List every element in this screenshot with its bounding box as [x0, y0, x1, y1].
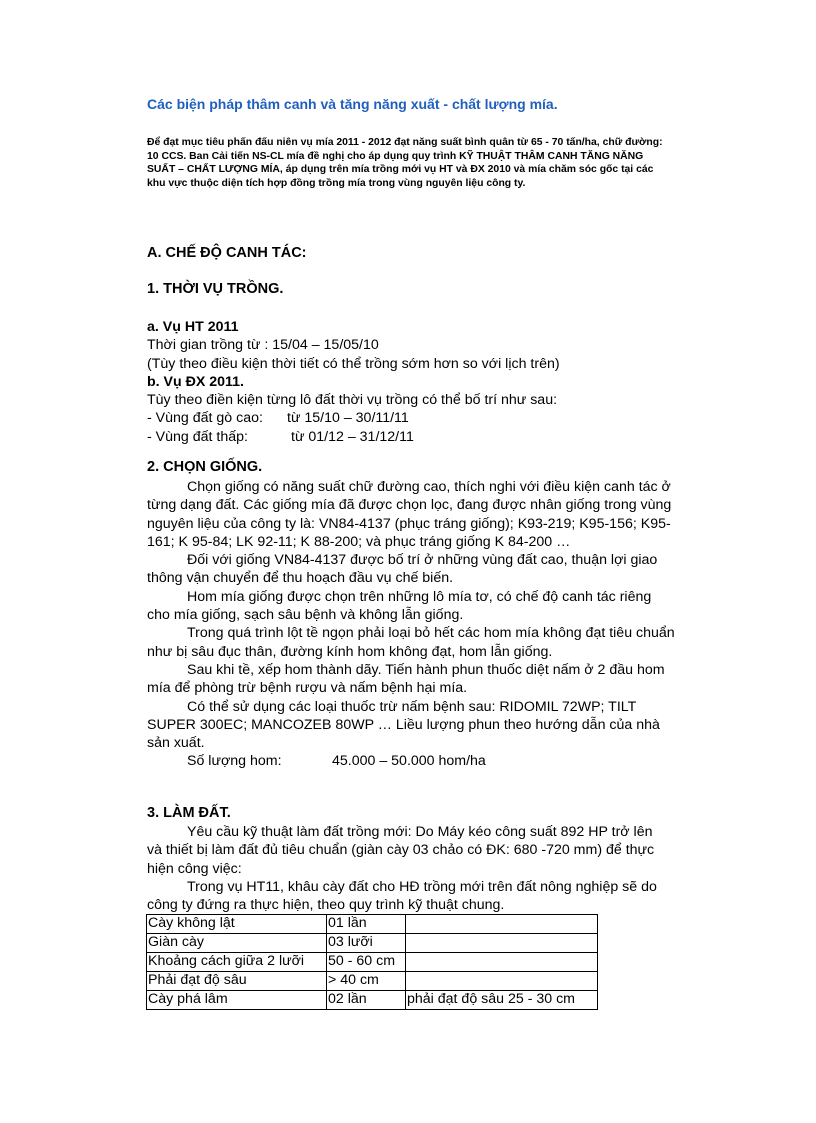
table-cell [406, 934, 598, 953]
section-2-paragraph: Trong quá trình lột tề ngọn phải loại bỏ hết các hom mía không đạt tiêu chuẩn như bị sâu đục thân, đường kính hom không đạt, hom lẫn giống. [147, 625, 675, 660]
section-1-body [147, 318, 677, 446]
table-cell [406, 972, 598, 991]
section-2-paragraph: Sau khi tề, xếp hom thành dãy. Tiến hành phun thuốc diệt nấm ở 2 đầu hom mía để phòng trừ bệnh rượu và nấm bệnh hại mía. [147, 661, 665, 697]
table-cell: > 40 cm [327, 972, 406, 991]
seed-quantity-value: 45.000 – 50.000 hom/ha [332, 753, 486, 770]
section-3-heading: 3. LÀM ĐẤT. [147, 805, 231, 821]
table-row [147, 991, 598, 1010]
table-cell [406, 915, 598, 934]
section-2-paragraph: Có thể sử dụng các loại thuốc trừ nấm bệnh sau: RIDOMIL 72WP; TILT SUPER 300EC; MANCOZEB 80WP … Liều lượng phun theo hướng dẫn của nhà sản xuất. [147, 698, 660, 752]
table-row [147, 953, 598, 972]
crop-season-ht-note: (Tùy theo điều kiện thời tiết có thể trồng sớm hơn so với lịch trên) [147, 355, 560, 372]
table-row [147, 934, 598, 953]
item-value: từ 01/12 – 31/12/11 [291, 428, 414, 445]
intro-paragraph: Để đạt mục tiêu phấn đấu niên vụ mía 2011 - 2012 đạt năng suất bình quân từ 65 - 70 tấn/ha, chữ đường: 10 CCS. Ban Cải tiến NS-CL mía đề nghị cho áp dụng quy trình KỸ THUẬT THÂM CANH TĂNG NĂNG SUẤT – CHẤT LƯỢNG MÍA, áp dụng trên mía trồng mới vụ HT và ĐX 2010 và mía chăm sóc gốc tại các khu vực thuộc diện tích hợp đồng trồng mía trong vùng nguyên liệu công ty. [147, 137, 663, 189]
section-2-heading: 2. CHỌN GIỐNG. [147, 459, 263, 475]
crop-season-ht-title: a. Vụ HT 2011 [147, 319, 239, 335]
section-a-heading: A. CHẾ ĐỘ CANH TÁC: [147, 245, 307, 261]
table-cell: 03 lưỡi [327, 934, 406, 953]
table-cell: 02 lần [327, 991, 406, 1010]
crop-season-dx-item-low [147, 428, 677, 446]
table-cell [406, 953, 598, 972]
table-cell: Phải đạt độ sâu [147, 972, 327, 991]
table-cell: phải đạt độ sâu 25 - 30 cm [406, 991, 598, 1010]
table-cell: Giàn cày [147, 934, 327, 953]
tillage-table [146, 914, 598, 1010]
table-cell: 50 - 60 cm [327, 953, 406, 972]
section-3-body [147, 823, 667, 914]
section-2-paragraph: Hom mía giống được chọn trên những lô mía tơ, có chế độ canh tác riêng cho mía giống, sạch sâu bệnh và không lẫn giống. [147, 588, 652, 624]
section-2-paragraph: Chọn giống có năng suất chữ đường cao, thích nghi với điều kiện canh tác ở từng dạng đất. Các giống mía đã được chọn lọc, đang được nhân giống trong vùng nguyên liệu của công ty là: VN84-4137 (phục tráng giống); K93-219; K95-156; K95- 161; K 95-84; LK 92-11; K 88-200; và phục tráng giống K 84-200 … [147, 479, 672, 550]
document-title: Các biện pháp thâm canh và tăng năng xuất - chất lượng mía. [147, 96, 558, 112]
item-label: - Vùng đất thấp: [147, 428, 248, 445]
seed-quantity-label: Số lượng hom: [187, 753, 282, 770]
item-label: - Vùng đất gò cao: [147, 410, 263, 427]
section-2-paragraph: Đối với giống VN84-4137 được bố trí ở những vùng đất cao, thuận lợi giao thông vận chuyển để thu hoạch đầu vụ chế biến. [147, 552, 658, 587]
table-row [147, 972, 598, 991]
section-2-body [147, 478, 675, 771]
crop-season-dx-intro: Tùy theo điền kiện từng lô đất thời vụ trồng có thể bố trí như sau: [147, 392, 558, 409]
section-3-paragraph: Yêu cầu kỹ thuật làm đất trồng mới: Do Máy kéo công suất 892 HP trở lên và thiết bị làm đất đủ tiêu chuẩn (giàn cày 03 chảo có ĐK: 680 -720 mm) để thực hiện công việc: [147, 824, 655, 877]
table-cell: Cày phá lâm [147, 991, 327, 1010]
table-row [147, 915, 598, 934]
table-cell: Khoảng cách giữa 2 lưỡi [147, 953, 327, 972]
section-3-paragraph: Trong vụ HT11, khâu cày đất cho HĐ trồng mới trên đất nông nghiệp sẽ do công ty đứng ra thực hiện, theo quy trình kỹ thuật chung. [147, 878, 657, 914]
table-cell: 01 lần [327, 915, 406, 934]
item-value: từ 15/10 – 30/11/11 [287, 410, 409, 427]
crop-season-ht-time: Thời gian trồng từ : 15/04 – 15/05/10 [147, 337, 379, 354]
crop-season-dx-item-high [147, 409, 677, 427]
seed-quantity-line [147, 752, 675, 770]
section-1-heading: 1. THỜI VỤ TRỒNG. [147, 281, 284, 297]
table-cell: Cày không lật [147, 915, 327, 934]
crop-season-dx-title: b. Vụ ĐX 2011. [147, 373, 244, 390]
